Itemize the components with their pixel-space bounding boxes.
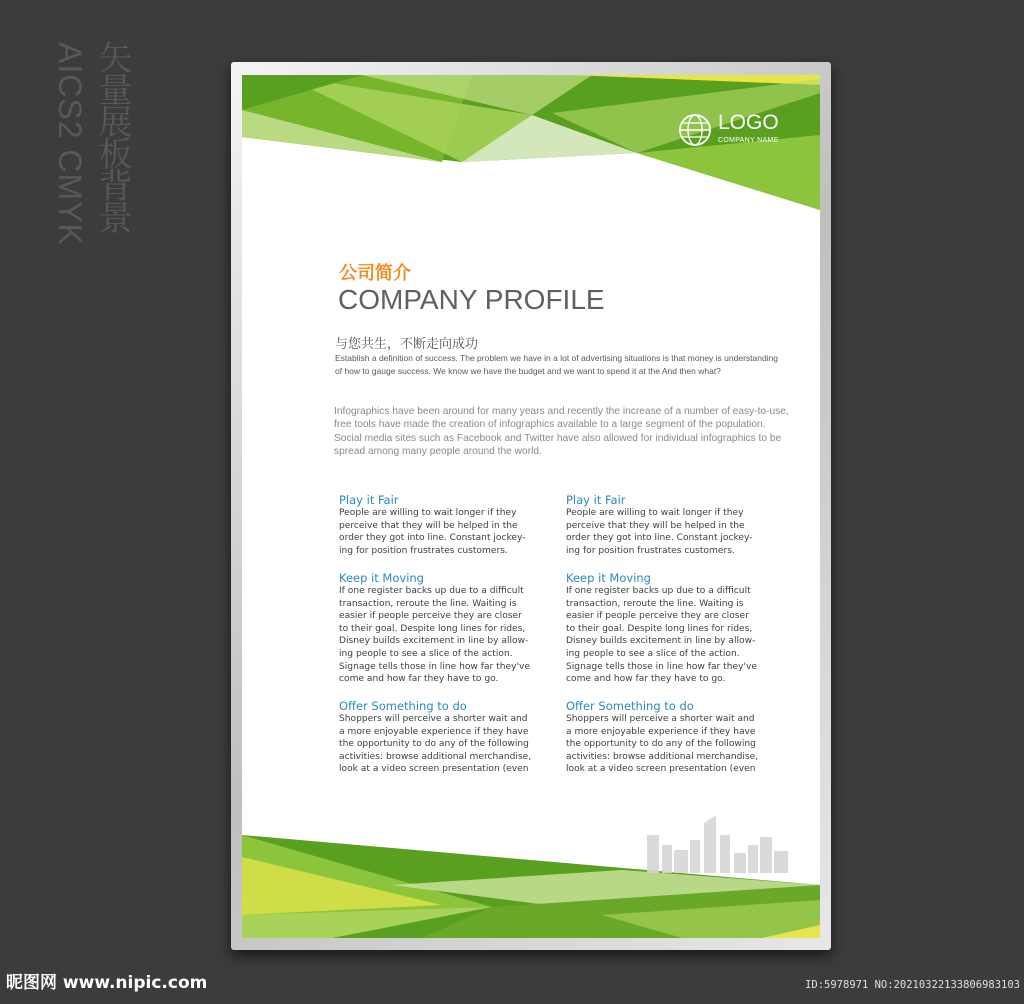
globe-icon	[678, 113, 712, 147]
section-title: Offer Something to do	[339, 699, 467, 713]
column-right	[566, 493, 778, 777]
section-title: Keep it Moving	[339, 571, 424, 585]
section-title: Play it Fair	[566, 493, 626, 507]
section-title: Offer Something to do	[566, 699, 694, 713]
section-title: Keep it Moving	[566, 571, 651, 585]
section-title: Play it Fair	[339, 493, 399, 507]
section-body: Shoppers will perceive a shorter wait and a more enjoyable experience if they have the opportunity to do any of the following activities: browse additional merchandise, look at a video screen presentation (even	[339, 714, 532, 775]
page-title: COMPANY PROFILE	[338, 284, 605, 315]
city-skyline-icon	[647, 815, 788, 873]
logo-subtitle: COMPANY NAME	[718, 137, 779, 144]
poster	[242, 75, 820, 938]
description-text: Infographics have been around for many years and recently the increase of a number of easy-to-use, free tools have made the creation of infographics available to a large segment of the population. Social media sites such as Facebook and Twitter have also allowed for individual infographics to be spread among many people around the world.	[334, 406, 789, 457]
section-keep-it-moving	[566, 571, 778, 699]
side-label-cn: 矢量展板背景	[92, 40, 132, 232]
side-label	[52, 40, 132, 280]
logo-text: LOGO	[718, 111, 779, 134]
section-body: People are willing to wait longer if they perceive that they will be helped in the order they got into line. Constant jockey- ing for position frustrates customers.	[566, 508, 753, 556]
section-body: If one register backs up due to a difficult transaction, reroute the line. Waiting is easier if people perceive they are closer to their goal. Despite long lines for rides, Disney builds excitement in line by allow- ing people to see a slice of the action. Signage tells those in line how far they've come and how far they have to go.	[566, 586, 757, 685]
section-body: If one register backs up due to a difficult transaction, reroute the line. Waiting is easier if people perceive they are closer to their goal. Despite long lines for rides, Disney builds excitement in line by allow- ing people to see a slice of the action. Signage tells those in line how far they've come and how far they have to go.	[339, 586, 530, 685]
section-play-it-fair	[339, 493, 551, 571]
image-id-text: ID:5978971 NO:20210322133806983103	[805, 979, 1020, 991]
section-keep-it-moving	[339, 571, 551, 699]
intro-text: Establish a definition of success. The problem we have in a lot of advertising situations is that money is understanding of how to gauge success. We know we have the budget and we want to spend it at the And then what?	[335, 353, 779, 376]
watermark-text: 昵图网 www.nipic.com	[6, 973, 208, 993]
section-offer-something	[566, 699, 778, 777]
title-cn: 公司简介	[339, 263, 411, 284]
section-offer-something	[339, 699, 551, 777]
slogan: 与您共生，不断走向成功	[335, 337, 479, 352]
column-left	[339, 493, 551, 777]
section-play-it-fair	[566, 493, 778, 571]
side-label-en: AICS2 CMYK	[52, 42, 88, 246]
section-body: Shoppers will perceive a shorter wait and a more enjoyable experience if they have the opportunity to do any of the following activities: browse additional merchandise, look at a video screen presentation (even	[566, 714, 759, 775]
logo	[678, 111, 808, 151]
section-body: People are willing to wait longer if they perceive that they will be helped in the order they got into line. Constant jockey- ing for position frustrates customers.	[339, 508, 526, 556]
